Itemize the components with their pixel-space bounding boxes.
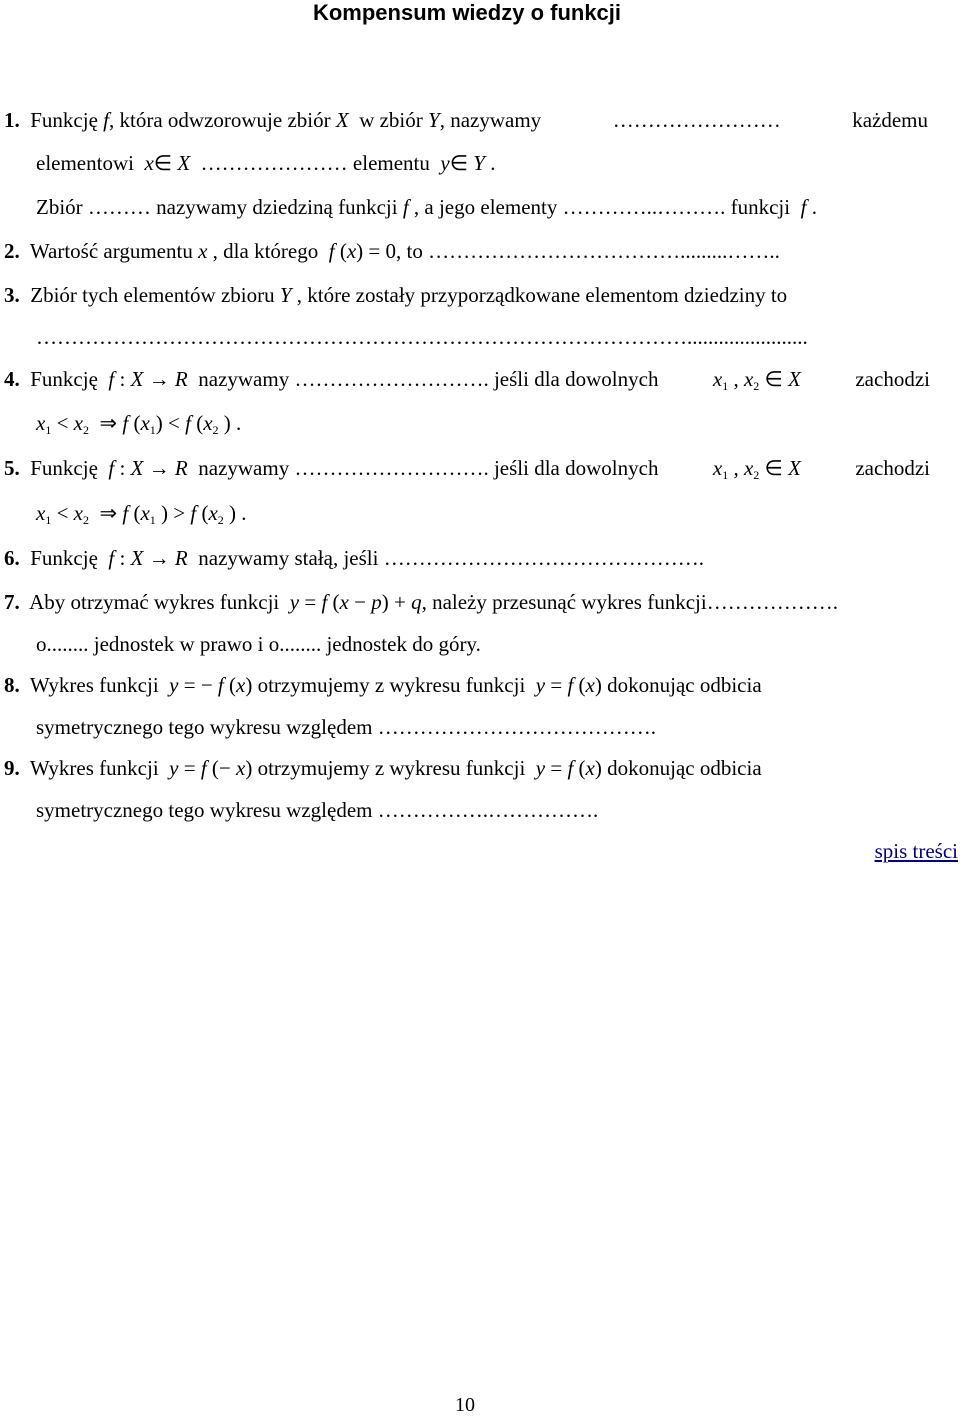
item-9-line-2: symetrycznego tego wykresu względem …………….……………. (36, 798, 599, 822)
blank: …………………………………. (377, 715, 656, 739)
item-8-line-1: 8. Wykres funkcji y = − f (x) otrzymujemy z wykresu funkcji y = f (x) dokonując odbicia (4, 673, 762, 697)
page-title: Kompensum wiedzy o funkcji (312, 0, 622, 25)
item-4-line-1: 4. Funkcję f : X → R nazywamy ………………………. jeśli dla dowolnych $x_1$ , $x_2$ ∈ X zachodzi (4, 367, 930, 393)
page-number: 10 (455, 1394, 475, 1416)
item-9-line-1: 9. Wykres funkcji y = f (− x) otrzymujemy z wykresu funkcji y = f (x) dokonując odbicia (4, 756, 762, 780)
item-7-line-2: o........ jednostek w prawo i o........ jednostek do góry. (36, 632, 481, 656)
blank: ……………………………….........…….. (428, 239, 780, 263)
item-1-line-1: 1. Funkcję f, która odwzorowuje zbiór X w zbiór Y, nazywamy …………………… każdemu (4, 108, 928, 132)
blank: ………………………. (294, 367, 489, 391)
item-number: 1. (4, 108, 20, 132)
item-1-line-3: Zbiór ……… nazywamy dziedziną funkcji f , a jego elementy …………..………. funkcji f . (36, 195, 817, 219)
item-4-line-2: $x_1 < x_2$ ⇒ f $(x_1) < f$ ($x_2$ ) . (36, 411, 242, 437)
item-1-line-2: elementowi x∈ X ………………… elementu y∈ Y . (36, 151, 496, 175)
table-of-contents-link[interactable]: spis treści (874, 839, 958, 863)
blank: ……… (87, 195, 151, 219)
item-3-line-2 (36, 324, 808, 350)
item-2: 2. Wartość argumentu x , dla którego f (x) = 0, to ……………………………….........…….. (4, 239, 780, 263)
blank: ………………………………………. (383, 546, 704, 570)
item-6: 6. Funkcję f : X → R nazywamy stałą, jeśli ………………………………………. (4, 546, 704, 570)
item-5-line-1: 5. Funkcję f : X → R nazywamy ………………………. jeśli dla dowolnych $x_1$ , $x_2$ ∈ X zachodzi (4, 456, 930, 482)
blank: …………………… (612, 108, 781, 132)
item-8-line-2: symetrycznego tego wykresu względem …………………………………. (36, 715, 656, 739)
item-5-line-2: $x_1 < x_2$ ⇒ f ($x_1$ ) > f ($x_2$ ) . (36, 501, 247, 527)
item-3-line-1: 3. Zbiór tych elementów zbioru Y , które zostały przyporządkowane elementom dziedziny to (4, 283, 788, 307)
blank: …………..………. (562, 195, 726, 219)
blank: ………………. (706, 590, 838, 614)
blank: …………….……………. (377, 798, 599, 822)
blank: ………………………. (294, 456, 489, 480)
blank: ………………… (200, 151, 348, 175)
item-7-line-1: 7. Aby otrzymać wykres funkcji y = f (x − p) + q, należy przesunąć wykres funkcji………………. (4, 590, 838, 614)
blank: …………………………………………………………………………………....................... (36, 325, 808, 349)
